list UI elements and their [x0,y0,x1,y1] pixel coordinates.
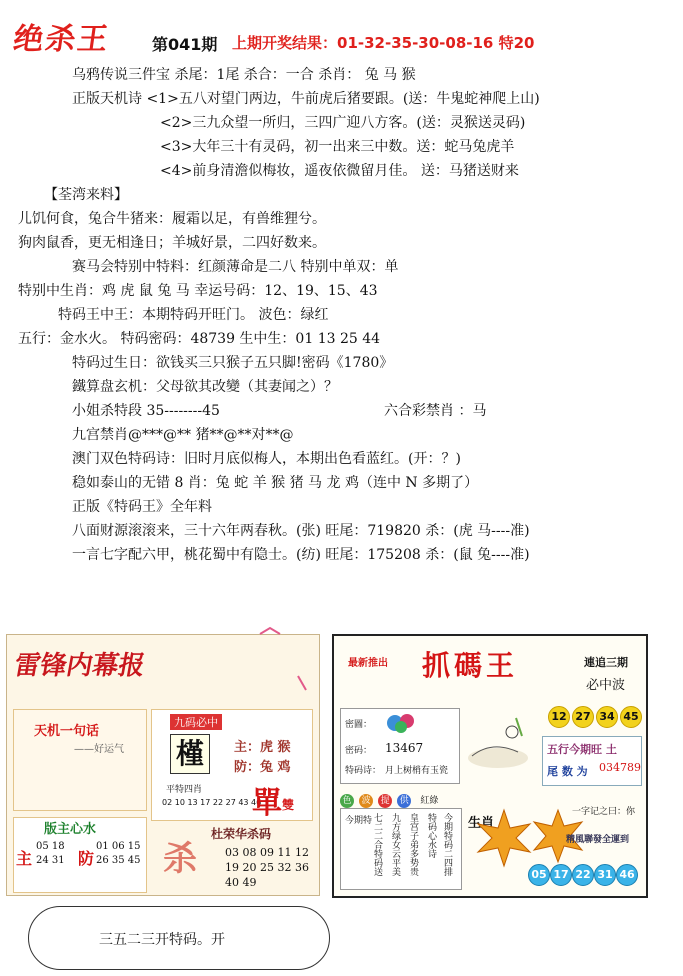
section-quanwan: 【荃湾来料】 [44,187,128,203]
line-saima: 赛马会特别中特料：红颜薄命是二八 特别中单双：单 [72,259,399,275]
line-yiyan: 一言七字配六甲，桃花蜀中有隐士。(纺) 旺尾：175208 杀：(鼠 兔----准) [72,547,530,563]
dulong-nums: 03 08 09 11 12 19 20 25 32 36 40 49 [225,846,309,889]
starburst-1-icon [474,808,534,868]
fang-label: 防 [78,849,95,868]
bottom-ball-5: 46 [616,864,638,886]
line-wuxing: 五行：金水火。 特码密码：48739 生中生：01 13 25 44 [18,331,381,347]
top-ball-4: 45 [620,706,642,728]
yiju-text: 一字记之曰：你 [572,807,636,817]
line-quanwan-2: 狗肉鼠香，更无相逢日；羊城好景，二四好数来。 [18,235,326,251]
line-shengri: 特码过生日：欲钱买三只猴子五只脚!密码《1780》 [72,355,394,371]
hongbo-text: 紅綠 [420,796,439,806]
poem-columns [340,808,462,890]
line-aomen: 澳门双色特码诗：旧时月底似梅人，本期出色看蓝红。(开：？) [72,451,461,467]
line-wuya: 乌鸦传说三件宝 杀尾：1尾 杀合：一合 杀肖： 兔 马 猴 [72,67,416,83]
line-wenru: 稳如泰山的无错 8 肖：兔 蛇 羊 猴 猪 马 龙 鸡（连中 N 多期了） [72,475,479,491]
zhuamawang-panel [332,634,648,898]
line-jinxiao: 六合彩禁肖 ：马 [384,403,487,419]
cloud-text: 三五二三开特码。开 [99,932,225,948]
ping-te-label: 平特四肖 [166,785,203,795]
jiuma-title: 九码必中 [170,714,222,730]
sparkle-decoration [250,620,310,700]
mima-value: 13467 [385,741,424,755]
newly-label: 最新推出 [348,658,388,669]
tag-bo: 波 [359,794,373,808]
issue-number: 第041期 [152,35,218,54]
fang-zodiac: 防：兔 鸡 [234,760,291,775]
wuxing-text: 五行今期旺 土 [547,743,617,756]
poem-col-5: 七二二合特码送 [372,813,382,876]
line-shengxiao: 特别中生肖：鸡 虎 鼠 兔 马 幸运号码：12、19、15、43 [18,283,378,299]
page-title: 绝杀王 [11,22,112,57]
tag-ti: 提 [378,794,392,808]
tianji-sub: ——好运气 [74,744,124,755]
big-char: 槿 [170,734,210,774]
temashi-value: 月上树梢有玉瓷 [385,766,449,776]
line-tianjishi-3: <3>大年三十有灵码，初一出来三中数。送：蛇马兔虎羊 [160,139,515,155]
line-quanwan-1: 儿饥何食，兔合牛猪来：履霜以足，有兽维狸兮。 [18,211,326,227]
shengxiao-label: 生肖 [468,816,495,831]
tag-gong: 供 [397,794,411,808]
mitu-label: 密圖： [345,720,373,730]
dulong-title: 杜荣华杀码 [211,827,272,841]
fang-nums: 01 06 15 26 35 45 [96,841,141,866]
line-tiesuan: 鐵算盘玄机：父母欲其改變（其妻闻之）？ [72,379,338,395]
mima-box [340,708,460,784]
lianzhong-label: 連追三期 [584,656,628,669]
line-jiugong: 九宫禁肖@***@** 猪**@**对**@ [72,427,294,443]
wuxing-box [542,736,642,786]
mitu-icon [385,711,419,735]
line-tianjishi-1: 正版天机诗 <1>五八对望门两边，牛前虎后猪要跟。(送：牛鬼蛇神爬上山) [72,91,540,107]
line-xiaojie: 小姐杀特段 35--------45 [72,403,220,419]
poem-col-2: 特码心水诗 [426,813,436,858]
cartoon-illustration [462,712,534,778]
line-zhengban: 正版《特码王》全年料 [72,499,212,515]
sha-char: 杀 [163,839,197,879]
mima-label: 密码： [345,746,373,756]
bottom-ball-2: 17 [550,864,572,886]
sechu-tags [340,788,438,808]
line-tianjishi-2: <2>三九众望一所归，三四广迎八方客。(送：灵猴送灵码) [160,115,526,131]
top-ball-2: 27 [572,706,594,728]
poem-col-3: 皇宫子弟多势贵 [408,813,418,876]
tianji-box [13,709,147,811]
weishu-label: 尾 数 为 [547,765,588,778]
poem-col-1: 今期特码二四排 [442,813,452,876]
tag-se: 色 [340,794,354,808]
last-result: 上期开奖结果：01-32-35-30-08-16 特20 [232,34,535,52]
top-ball-3: 34 [596,706,618,728]
temashi-label: 特码诗： [345,766,382,776]
zhu-label: 主 [16,849,33,868]
leifeng-title: 雷锋内幕报 [11,651,148,681]
line-temawang: 特码王中王：本期特码开旺门。 波色：绿红 [58,307,329,323]
weishu-value: 034789 [599,761,641,774]
line-tianjishi-4: <4>前身清澹似梅妆，遥夜依微留月佳。 送：马猪送财来 [160,163,519,179]
shuang-char: 雙 [282,798,295,812]
zhuamawang-title: 抓碼王 [422,649,519,682]
jiuma-box [151,709,313,821]
line-bamian: 八面财源滚滚来，三十六年两春秋。(张) 旺尾：719820 杀：(虎 马----准) [72,523,530,539]
tianji-title: 天机一句话 [34,724,100,739]
poem-col-4: 九方绿女云平美 [390,813,400,876]
top-ball-1: 12 [548,706,570,728]
bottom-ball-1: 05 [528,864,550,886]
banzhu-box [13,817,147,893]
bottom-ball-3: 22 [572,864,594,886]
zhu-nums: 05 18 24 31 [36,841,65,866]
bottom-note: 精風聯發全運到 [566,835,630,845]
ping-te-nums: 02 10 13 17 22 27 43 46 [162,798,262,807]
bizhong-label: 必中波 [586,678,626,693]
jinqi-label: 今期特 [345,816,373,826]
banzhu-title: 版主心水 [44,822,97,837]
footer-cloud [28,906,330,970]
shan-char: 單 [252,786,282,821]
zhu-zodiac: 主：虎 猴 [234,740,291,755]
bottom-ball-4: 31 [594,864,616,886]
